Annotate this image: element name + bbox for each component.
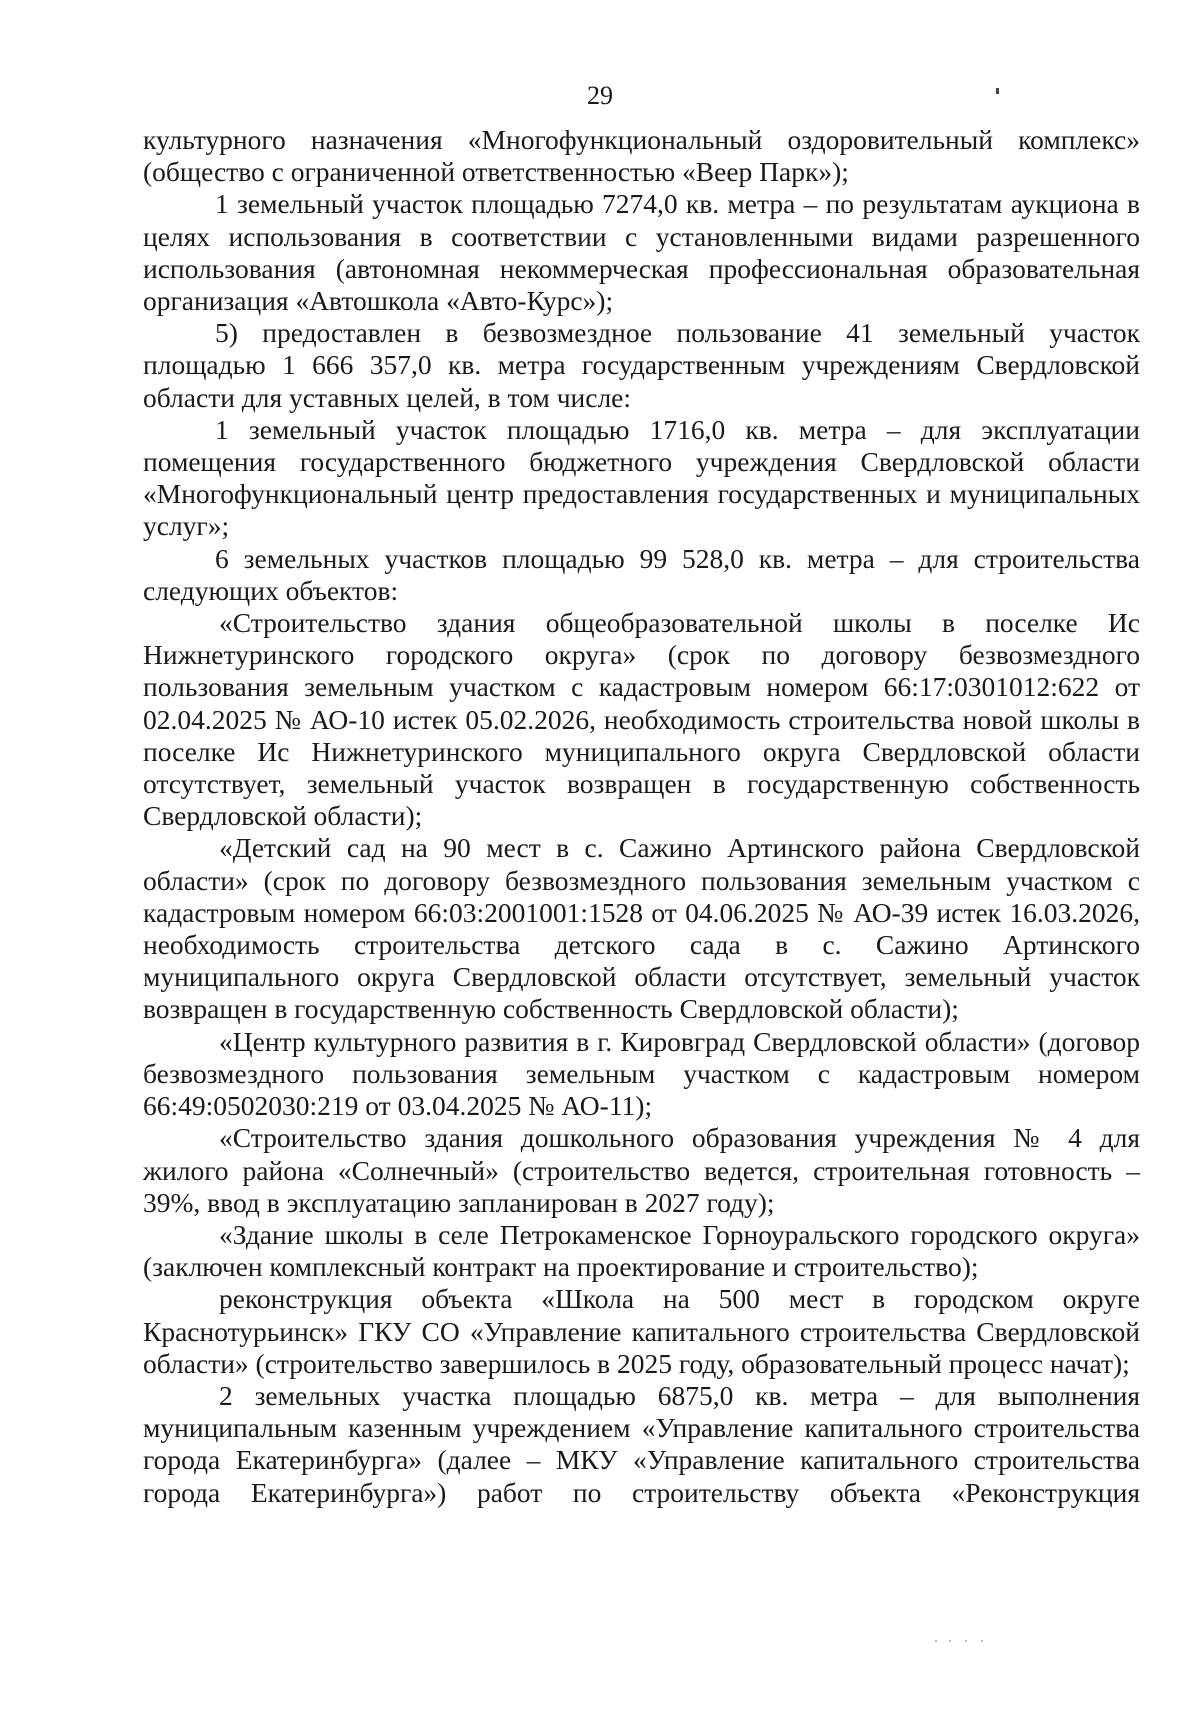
- paragraph: «Детский сад на 90 мест в с. Сажино Артинского района Свердловской области» (срок по договору безвозмездного пользования земельным участком с кадастровым номером 66:03:2001001:1528 от 04.06.2025 № АО-39 истек 16.03.2026, необходимость строительства детского сада в с. Сажино Артинского муниципального округа Свердловской области отсутствует, земельный участок возвращен в государственную собственность Свердловской области);: [143, 832, 1140, 1025]
- paragraph: 5) предоставлен в безвозмездное пользование 41 земельный участок площадью 1 666 357,0 кв. метра государственным учреждениям Свердловской области для уставных целей, в том числе:: [143, 317, 1140, 413]
- document-body: [143, 124, 1140, 1509]
- paragraph: «Здание школы в селе Петрокаменское Горноуральского городского округа» (заключен комплексный контракт на проектирование и строительство);: [143, 1218, 1140, 1283]
- scan-noise: [935, 1640, 995, 1642]
- paragraph: «Строительство здания общеобразовательной школы в поселке Ис Нижнетуринского городского округа» (срок по договору безвозмездного пользования земельным участком с кадастровым номером 66:17:0301012:622 от 02.04.2025 № АО-10 истек 05.02.2026, необходимость строительства новой школы в поселке Ис Нижнетуринского муниципального округа Свердловской области отсутствует, земельный участок возвращен в государственную собственность Свердловской области);: [143, 607, 1140, 832]
- page-number: 29: [587, 81, 613, 110]
- scan-mark: [996, 88, 999, 94]
- paragraph: реконструкция объекта «Школа на 500 мест в городском округе Краснотурьинск» ГКУ СО «Управление капитального строительства Свердловской области» (строительство завершилось в 2025 году, образовательный процесс начат);: [143, 1283, 1140, 1379]
- paragraph: 2 земельных участка площадью 6875,0 кв. метра – для выполнения муниципальным казенным учреждением «Управление капитального строительства города Екатеринбурга» (далее – МКУ «Управление капитального строительства города Екатеринбурга») работ по строительству объекта «Реконструкция: [143, 1379, 1140, 1508]
- paragraph: культурного назначения «Многофункциональный оздоровительный комплекс» (общество с ограниченной ответственностью «Веер Парк»);: [143, 124, 1140, 188]
- paragraph: 1 земельный участок площадью 1716,0 кв. метра – для эксплуатации помещения государственного бюджетного учреждения Свердловской области «Многофункциональный центр предоставления государственных и муниципальных услуг»;: [143, 413, 1140, 542]
- paragraph: «Строительство здания дошкольного образования учреждения № 4 для жилого района «Солнечный» (строительство ведется, строительная готовность – 39%, ввод в эксплуатацию запланирован в 2027 году);: [143, 1122, 1140, 1218]
- paragraph: 6 земельных участков площадью 99 528,0 кв. метра – для строительства следующих объектов:: [143, 542, 1140, 606]
- paragraph: «Центр культурного развития в г. Кировград Свердловской области» (договор безвозмездного пользования земельным участком с кадастровым номером 66:49:0502030:219 от 03.04.2025 № АО-11);: [143, 1025, 1140, 1122]
- paragraph: 1 земельный участок площадью 7274,0 кв. метра – по результатам аукциона в целях использования в соответствии с установленными видами разрешенного использования (автономная некоммерческая профессиональная образовательная организация «Автошкола «Авто-Курс»);: [143, 188, 1140, 317]
